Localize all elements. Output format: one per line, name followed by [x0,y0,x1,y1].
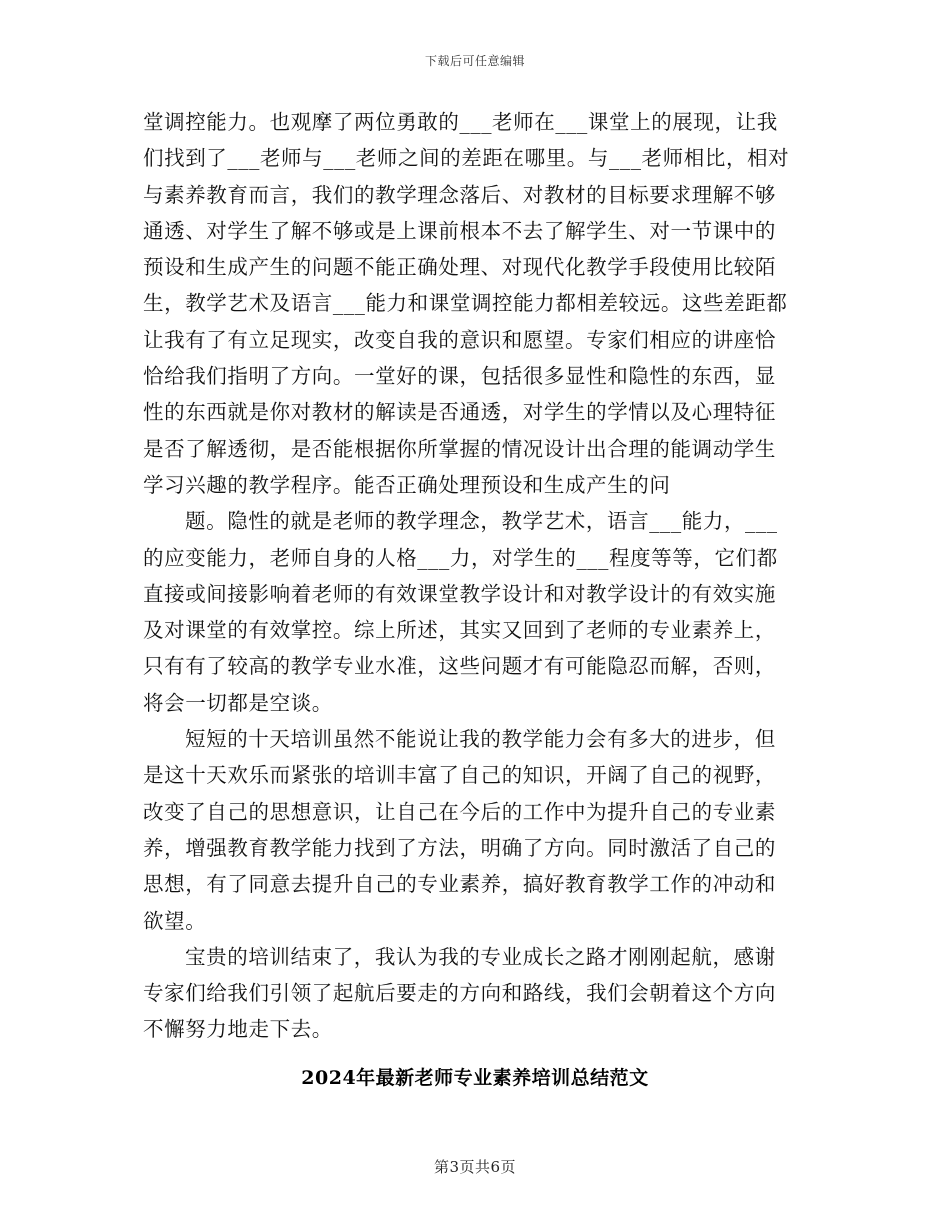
body-line: 养，增强教育教学能力找到了方法，明确了方向。同时激活了自己的 [143,835,776,860]
body-line: 题。隐性的就是老师的教学理念，教学艺术，语言___能力，___ [185,509,778,534]
document-title: 2024年最新老师专业素养培训总结范文 [301,1067,649,1089]
body-line: 短短的十天培训虽然不能说让我的教学能力会有多大的进步，但 [185,727,776,752]
body-line: 与素养教育而言，我们的教学理念落后、对教材的目标要求理解不够 [143,182,776,207]
body-line: 是否了解透彻，是否能根据你所掌握的情况设计出合理的能调动学生 [143,436,776,461]
body-line: 恰给我们指明了方向。一堂好的课，包括很多显性和隐性的东西，显 [143,364,776,389]
body-line: 将会一切都是空谈。 [143,690,333,715]
body-line: 改变了自己的思想意识，让自己在今后的工作中为提升自己的专业素 [143,799,776,824]
body-line: 只有有了较高的教学专业水准，这些问题才有可能隐忍而解，否则， [143,654,776,679]
body-line: 思想，有了同意去提升自己的专业素养，搞好教育教学工作的冲动和 [143,872,776,897]
body-line: 生，教学艺术及语言___能力和课堂调控能力都相差较远。这些差距都 [143,291,788,316]
body-line: 性的东西就是你对教材的解读是否通透，对学生的学情以及心理特征 [143,400,776,425]
body-line: 是这十天欢乐而紧张的培训丰富了自己的知识，开阔了自己的视野， [143,763,776,788]
body-line: 欲望。 [143,908,207,933]
body-line: 堂调控能力。也观摩了两位勇敢的___老师在___课堂上的展现，让我 [143,110,778,134]
body-line: 不懈努力地走下去。 [143,1017,333,1042]
body-line: 预设和生成产生的问题不能正确处理、对现代化教学手段使用比较陌 [143,255,776,280]
body-line: 们找到了___老师与___老师之间的差距在哪里。与___老师相比，相对 [143,146,790,171]
body-line: 宝贵的培训结束了，我认为我的专业成长之路才刚刚起航，感谢 [185,944,776,969]
body-line: 专家们给我们引领了起航后要走的方向和路线，我们会朝着这个方向 [143,981,776,1006]
body-line: 通透、对学生了解不够或是上课前根本不去了解学生、对一节课中的 [143,218,776,243]
body-line: 直接或间接影响着老师的有效课堂教学设计和对教学设计的有效实施 [143,581,776,606]
body-line: 及对课堂的有效掌控。综上所述，其实又回到了老师的专业素养上， [143,618,776,643]
document-body [143,104,805,1048]
page-footer: 第3页共6页 [433,1158,517,1176]
body-line: 学习兴趣的教学程序。能否正确处理预设和生成产生的问 [143,472,671,497]
body-line: 让我有了有立足现实，改变自我的意识和愿望。专家们相应的讲座恰 [143,327,776,352]
body-line: 的应变能力，老师自身的人格___力，对学生的___程度等等，它们都 [143,545,778,570]
page-header: 下载后可任意编辑 [424,54,525,68]
